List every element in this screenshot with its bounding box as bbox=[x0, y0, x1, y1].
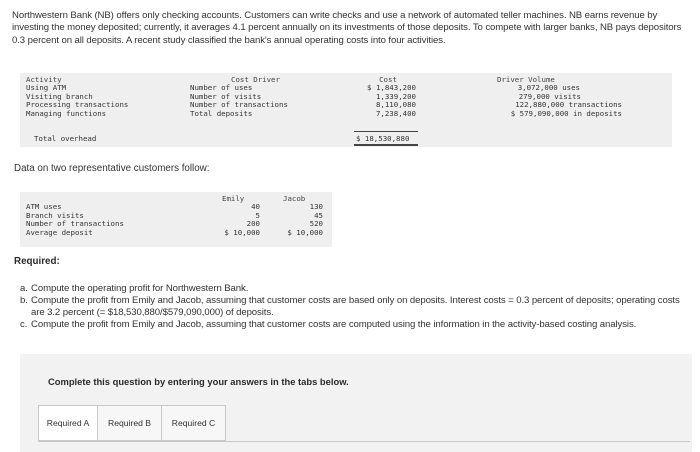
emily-cell: 40 bbox=[251, 202, 260, 211]
emily-cell: $ 10,000 bbox=[224, 227, 260, 237]
jacob-header: Jacob bbox=[283, 194, 306, 203]
cost-header: Cost bbox=[379, 75, 397, 84]
customer-data-table bbox=[20, 192, 332, 247]
customer-row-label: Branch visits bbox=[26, 210, 84, 220]
cost-cell: 8,110,080 bbox=[375, 100, 416, 110]
customer-label-column bbox=[26, 203, 124, 237]
requirement-text: Compute the operating profit for Northwestern Bank. bbox=[31, 283, 249, 294]
total-rule bbox=[354, 131, 418, 132]
required-heading: Required: bbox=[14, 256, 60, 267]
tab-divider bbox=[38, 441, 690, 442]
driver-volume-column bbox=[450, 84, 622, 118]
cost-cell: 7,238,400 bbox=[375, 108, 416, 118]
driver-volume-cell: 122,880,000 transactions bbox=[515, 100, 622, 110]
requirement-label: c. bbox=[20, 319, 28, 331]
cost-driver-header: Cost Driver bbox=[231, 75, 280, 84]
customer-data-intro: Data on two representative customers follow: bbox=[14, 163, 210, 174]
customer-row-label: Number of transactions bbox=[26, 219, 124, 229]
cost-driver-cell: Number of transactions bbox=[190, 100, 288, 110]
customer-row-label: Average deposit bbox=[26, 227, 93, 237]
emily-cell: 200 bbox=[246, 219, 260, 229]
answer-panel bbox=[20, 354, 692, 452]
double-underline bbox=[354, 144, 418, 146]
problem-intro: Northwestern Bank (NB) offers only checking accounts. Customers can write checks and use a network of automated teller machines. NB earns revenue by investing the money deposited; currently, it averages 4.1 percent annually on its investments of those deposits. To compete with larger banks, NB pays depositors 0.3 percent on all deposits. A recent study classified the bank's annual operating costs into four activities. bbox=[12, 10, 682, 46]
jacob-column bbox=[274, 203, 323, 237]
requirement-item bbox=[20, 295, 680, 319]
cost-driver-cell: Total deposits bbox=[190, 108, 253, 118]
requirement-item bbox=[20, 319, 680, 331]
jacob-cell: $ 10,000 bbox=[287, 227, 323, 237]
cost-driver-cell: Number of visits bbox=[190, 91, 262, 101]
jacob-cell: 45 bbox=[314, 210, 323, 220]
activity-cell: Managing functions bbox=[26, 108, 107, 118]
activity-cost-table bbox=[20, 73, 672, 147]
cost-driver-cell: Number of uses bbox=[190, 83, 253, 92]
requirement-label: a. bbox=[20, 283, 28, 294]
total-overhead-cost: $ 18,530,880 bbox=[356, 134, 410, 143]
emily-column bbox=[210, 203, 260, 237]
requirement-text: Compute the profit from Emily and Jacob, assuming that customer costs are based only on deposits. Interest costs = 0.3 percent of deposits; operating costs are 3.2 percent (= $18,530,880/$579,090,000) of deposits. bbox=[31, 295, 680, 319]
tab-required-c[interactable]: Required C bbox=[162, 405, 226, 441]
jacob-cell: 520 bbox=[309, 219, 323, 229]
driver-volume-cell: $ 579,090,000 in deposits bbox=[510, 108, 622, 118]
instructions-message: Complete this question by entering your answers in the tabs below. bbox=[48, 376, 349, 387]
requirement-label: b. bbox=[20, 295, 28, 307]
customer-row-label: ATM uses bbox=[26, 202, 62, 211]
activity-cell: Using ATM bbox=[26, 83, 67, 92]
tab-required-b[interactable]: Required B bbox=[98, 405, 162, 441]
activity-column bbox=[26, 84, 128, 118]
requirement-text: Compute the profit from Emily and Jacob, assuming that customer costs are computed using the information in the activity-based costing analysis. bbox=[31, 319, 637, 331]
activity-cell: Processing transactions bbox=[26, 100, 129, 110]
requirement-tabs bbox=[38, 405, 226, 441]
driver-volume-header: Driver Volume bbox=[497, 75, 555, 84]
cost-cell: $ 1,843,200 bbox=[367, 83, 416, 92]
emily-cell: 5 bbox=[255, 210, 260, 220]
activity-cell: Visiting branch bbox=[26, 91, 93, 101]
tab-required-a[interactable]: Required A bbox=[38, 405, 98, 441]
driver-volume-cell: 279,000 visits bbox=[518, 91, 581, 101]
requirements-list bbox=[20, 283, 680, 331]
jacob-cell: 130 bbox=[309, 202, 323, 211]
cost-cell: 1,339,200 bbox=[375, 91, 416, 101]
cost-driver-column bbox=[190, 84, 288, 118]
driver-volume-cell: 3,072,000 uses bbox=[517, 83, 580, 92]
emily-header: Emily bbox=[222, 194, 245, 203]
total-overhead-label: Total overhead bbox=[34, 134, 97, 143]
activity-header: Activity bbox=[26, 75, 62, 84]
cost-column bbox=[340, 84, 416, 118]
requirement-item bbox=[20, 283, 680, 295]
